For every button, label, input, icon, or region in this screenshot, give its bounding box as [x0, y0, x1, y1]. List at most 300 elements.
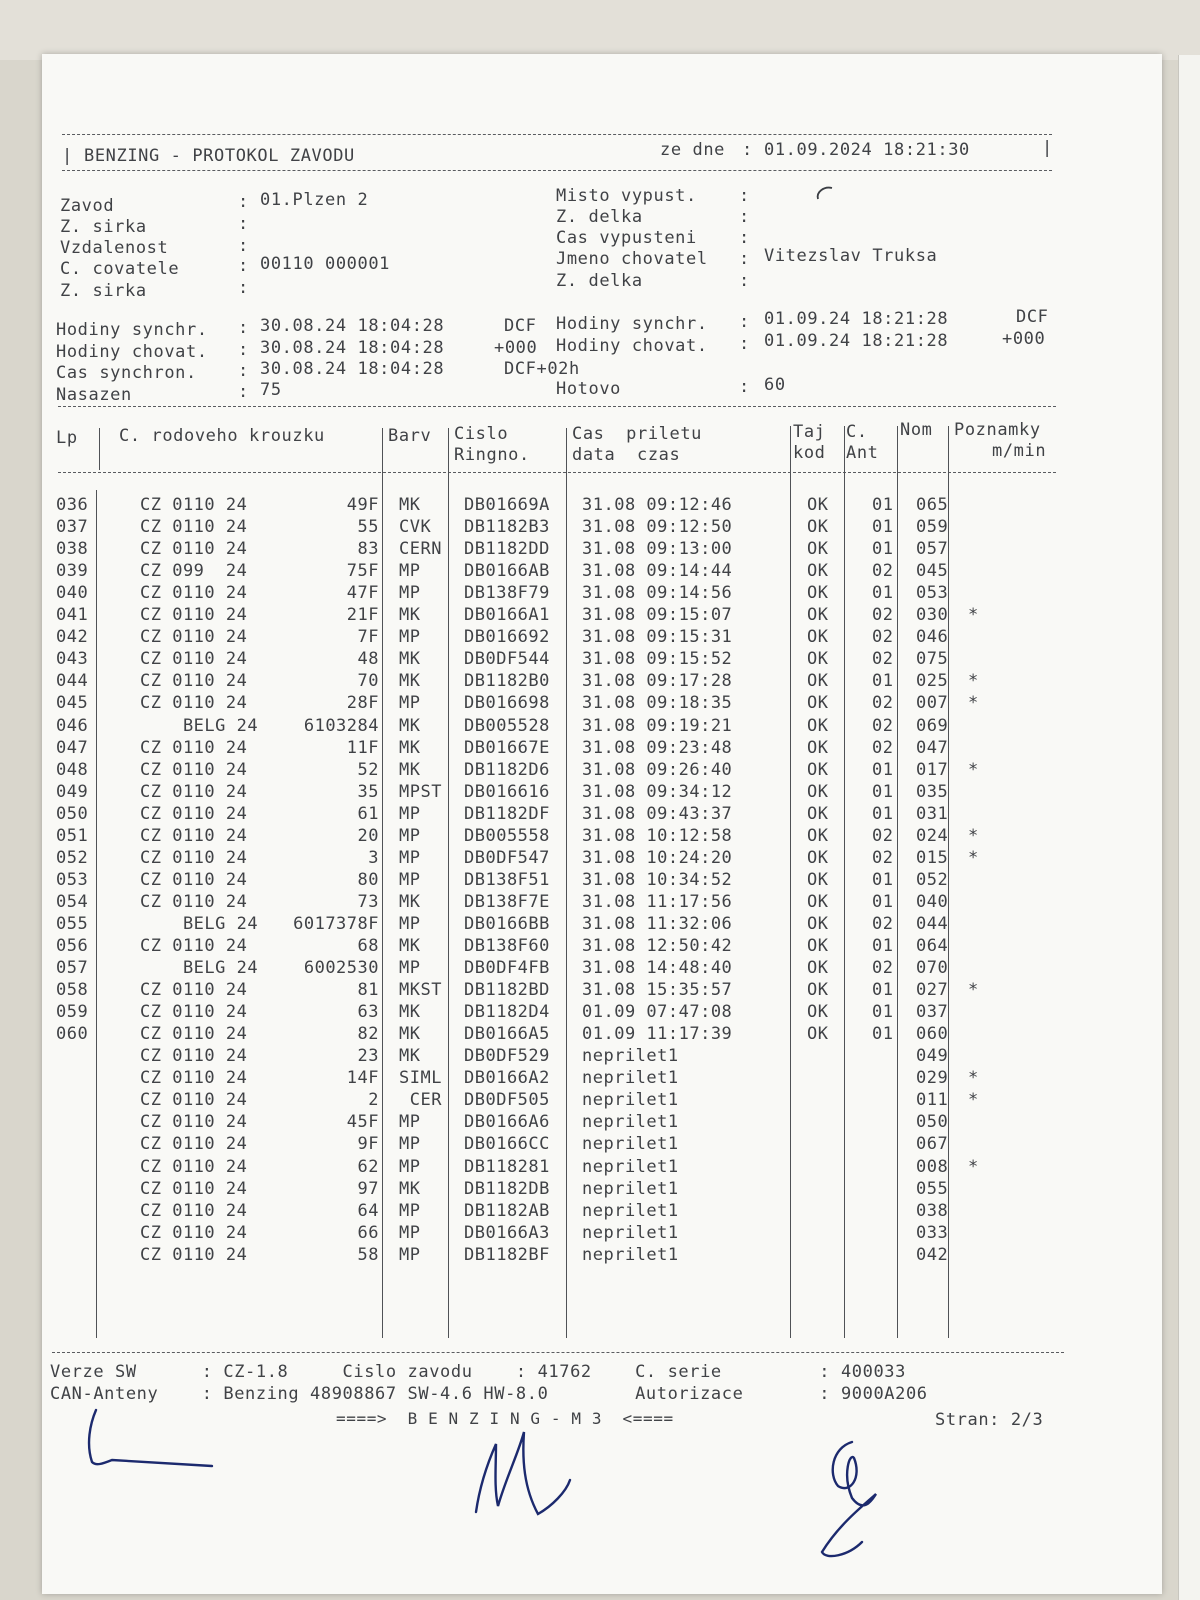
row-antenna: 02 [872, 715, 894, 736]
row-nom: 038 [916, 1200, 949, 1221]
row-antenna: 01 [872, 936, 894, 956]
row-antenna: 02 [872, 847, 894, 868]
row-taj-kod: OK [807, 517, 829, 538]
row-taj-kod: OK [807, 936, 829, 956]
row-ring-prefix: CZ 0110 24 [140, 1178, 248, 1199]
row-arrival-time: neprilet1 [582, 1222, 679, 1243]
table-row [54, 582, 1084, 604]
row-ring-number: 2 [368, 1090, 379, 1111]
row-ringno: DB0166A2 [464, 1068, 550, 1089]
row-barva: MK [399, 649, 421, 670]
row-lp: 038 [56, 539, 89, 560]
table-row [54, 891, 1084, 913]
row-ring-prefix: CZ 0110 24 [140, 980, 248, 1001]
row-taj-kod: OK [807, 605, 829, 626]
header-ring: C. rodoveho krouzku [119, 426, 325, 446]
table-row [54, 869, 1084, 891]
row-ringno: DB0166A6 [464, 1112, 550, 1133]
row-antenna: 02 [872, 958, 894, 979]
row-barva: MK [399, 671, 421, 692]
row-ringno: DB138F51 [464, 869, 550, 890]
row-taj-kod: OK [807, 1002, 829, 1023]
table-row [54, 781, 1084, 803]
info-colon: : [238, 256, 249, 276]
row-taj-kod: OK [807, 495, 829, 515]
row-ring-prefix: CZ 0110 24 [140, 583, 248, 604]
document-title: BENZING - PROTOKOL ZAVODU [84, 146, 355, 166]
table-row [54, 692, 1084, 714]
row-antenna: 02 [872, 825, 894, 846]
table-row [54, 737, 1084, 759]
header-c: C. [846, 422, 868, 442]
row-arrival-time: 01.09 07:47:08 [582, 1002, 733, 1023]
info-colon: : [739, 271, 750, 291]
row-ringno: DB1182B0 [464, 671, 550, 692]
signature-middle-icon [462, 1414, 582, 1524]
row-arrival-time: 31.08 09:13:00 [582, 539, 733, 560]
row-ringno: DB0166BB [464, 913, 550, 934]
table-row [54, 1001, 1084, 1023]
table-row [54, 847, 1084, 869]
row-barva: MP [399, 1112, 421, 1133]
row-taj-kod: OK [807, 561, 829, 582]
row-nom: 031 [916, 803, 949, 824]
table-row [54, 1067, 1084, 1089]
row-ring-prefix: CZ 0110 24 [140, 517, 248, 538]
row-arrival-time: 31.08 09:15:07 [582, 605, 733, 626]
row-barva: MK [399, 1024, 421, 1045]
row-ringno: DB1182D4 [464, 1002, 550, 1023]
row-ring-prefix: CZ 0110 24 [140, 495, 248, 515]
row-taj-kod: OK [807, 649, 829, 670]
row-nom: 030 [916, 605, 949, 626]
row-antenna: 02 [872, 693, 894, 714]
row-taj-kod: OK [807, 583, 829, 604]
row-lp: 037 [56, 517, 89, 538]
table-row [54, 935, 1084, 957]
table-row [54, 670, 1084, 692]
row-nom: 011 [916, 1090, 949, 1111]
row-barva: MK [399, 1046, 421, 1067]
table-row [54, 1089, 1084, 1111]
row-ring-number: 21F [346, 605, 379, 626]
clock-label: Hodiny synchr. [556, 314, 708, 334]
row-ringno: DB1182DD [464, 539, 550, 560]
row-note: * [968, 1156, 979, 1177]
clock-label: Hodiny chovat. [56, 342, 208, 362]
row-taj-kod: OK [807, 759, 829, 780]
row-ring-prefix: CZ 0110 24 [140, 737, 248, 758]
row-barva: MK [399, 495, 421, 515]
divider [62, 134, 1052, 135]
row-nom: 007 [916, 693, 949, 714]
row-antenna: 01 [872, 759, 894, 780]
row-lp: 044 [56, 671, 89, 692]
row-taj-kod: OK [807, 803, 829, 824]
row-ring-number: 7F [357, 627, 379, 648]
row-ringno: DB0166AB [464, 561, 550, 582]
row-nom: 027 [916, 980, 949, 1001]
header-data-czas: data czas [572, 445, 681, 465]
row-ring-number: 20 [357, 825, 379, 846]
row-lp: 060 [56, 1024, 89, 1045]
row-antenna: 01 [872, 803, 894, 824]
row-arrival-time: 31.08 11:32:06 [582, 913, 733, 934]
row-barva: MK [399, 605, 421, 626]
row-ringno: DB1182AB [464, 1200, 550, 1221]
row-ring-number: 81 [357, 980, 379, 1001]
row-barva: MP [399, 847, 421, 868]
row-ring-prefix: CZ 0110 24 [140, 1002, 248, 1023]
row-barva: MP [399, 627, 421, 648]
row-ring-prefix: CZ 0110 24 [140, 847, 248, 868]
row-arrival-time: 31.08 09:14:44 [582, 561, 733, 582]
row-ringno: DB1182BF [464, 1244, 550, 1265]
row-barva: MP [399, 869, 421, 890]
protocol-sheet [42, 54, 1162, 1594]
row-ringno: DB0DF4FB [464, 958, 550, 979]
info-colon: : [238, 236, 249, 256]
table-row [54, 648, 1084, 670]
info-colon: : [739, 186, 750, 206]
row-note: * [968, 847, 979, 868]
row-ringno: DB138F60 [464, 936, 550, 956]
row-nom: 042 [916, 1244, 949, 1265]
row-ring-number: 45F [346, 1112, 379, 1133]
row-ringno: DB016692 [464, 627, 550, 648]
table-row [54, 494, 1084, 516]
row-ring-prefix: BELG 24 [140, 715, 259, 736]
row-antenna: 02 [872, 561, 894, 582]
row-arrival-time: 31.08 09:43:37 [582, 803, 733, 824]
row-taj-kod: OK [807, 1024, 829, 1045]
clock-value: 01.09.24 18:21:28 [764, 309, 949, 329]
row-lp: 047 [56, 737, 89, 758]
header-bar-left: | [62, 146, 73, 166]
row-ring-number: 23 [357, 1046, 379, 1067]
row-nom: 008 [916, 1156, 949, 1177]
row-ring-prefix: CZ 0110 24 [140, 825, 248, 846]
row-nom: 060 [916, 1024, 949, 1045]
row-barva: MPST [399, 781, 442, 802]
row-note: * [968, 980, 979, 1001]
row-arrival-time: 31.08 10:34:52 [582, 869, 733, 890]
row-arrival-time: 01.09 11:17:39 [582, 1024, 733, 1045]
header-ant: Ant [846, 443, 879, 463]
row-barva: MK [399, 1178, 421, 1199]
row-barva: MP [399, 803, 421, 824]
row-antenna: 01 [872, 1024, 894, 1045]
table-row [54, 1222, 1084, 1244]
info-label: Z. delka [556, 271, 643, 291]
row-lp: 056 [56, 936, 89, 956]
row-ringno: DB0166A5 [464, 1024, 550, 1045]
row-ringno: DB1182DB [464, 1178, 550, 1199]
row-nom: 035 [916, 781, 949, 802]
info-label: Vzdalenost [60, 238, 169, 258]
row-ringno: DB016616 [464, 781, 550, 802]
row-ringno: DB005528 [464, 715, 550, 736]
row-ringno: DB1182DF [464, 803, 550, 824]
row-ringno: DB016698 [464, 693, 550, 714]
signature-right-icon [792, 1434, 902, 1574]
row-ringno: DB118281 [464, 1156, 550, 1177]
row-ring-number: 83 [357, 539, 379, 560]
row-ringno: DB01667E [464, 737, 550, 758]
table-row [54, 538, 1084, 560]
info-value-chovatel-id: 00110 000001 [260, 254, 391, 274]
row-ring-number: 6017378F [293, 913, 379, 934]
row-lp: 054 [56, 891, 89, 912]
row-lp: 055 [56, 913, 89, 934]
clock-colon: : [739, 312, 750, 332]
date-value: 01.09.2024 18:21:30 [764, 140, 970, 160]
row-barva: MP [399, 1244, 421, 1265]
row-ringno: DB01669A [464, 495, 550, 515]
date-label: ze dne [660, 140, 726, 160]
hotovo-value: 60 [764, 375, 786, 395]
row-arrival-time: 31.08 09:19:21 [582, 715, 733, 736]
table-row [54, 604, 1084, 626]
row-ring-number: 52 [357, 759, 379, 780]
header-nom: Nom [900, 420, 933, 440]
row-ring-number: 61 [357, 803, 379, 824]
row-ring-prefix: BELG 24 [140, 958, 259, 979]
row-arrival-time: 31.08 09:26:40 [582, 759, 733, 780]
row-taj-kod: OK [807, 847, 829, 868]
row-antenna: 02 [872, 627, 894, 648]
row-taj-kod: OK [807, 737, 829, 758]
row-antenna: 02 [872, 737, 894, 758]
row-lp: 049 [56, 781, 89, 802]
row-nom: 049 [916, 1046, 949, 1067]
row-nom: 059 [916, 517, 949, 538]
row-nom: 045 [916, 561, 949, 582]
row-nom: 047 [916, 737, 949, 758]
row-arrival-time: 31.08 14:48:40 [582, 958, 733, 979]
clock-colon: : [238, 318, 249, 338]
info-label: Z. sirka [60, 217, 147, 237]
info-colon: : [739, 207, 750, 227]
table-row [54, 516, 1084, 538]
table-row [54, 626, 1084, 648]
row-lp: 058 [56, 980, 89, 1001]
row-nom: 046 [916, 627, 949, 648]
row-barva: MP [399, 913, 421, 934]
row-ring-number: 49F [346, 495, 379, 515]
row-barva: MP [399, 561, 421, 582]
row-lp: 046 [56, 715, 89, 736]
header-cislo: Cislo [454, 424, 509, 444]
table-row [54, 1111, 1084, 1133]
row-barva: CER [399, 1090, 442, 1111]
row-ring-prefix: CZ 0110 24 [140, 671, 248, 692]
info-colon: : [739, 249, 750, 269]
table-row [54, 1200, 1084, 1222]
info-colon: : [238, 192, 249, 212]
divider [62, 170, 1052, 171]
row-ring-prefix: CZ 0110 24 [140, 693, 248, 714]
row-ring-number: 47F [346, 583, 379, 604]
row-nom: 044 [916, 913, 949, 934]
row-taj-kod: OK [807, 891, 829, 912]
row-ring-prefix: CZ 0110 24 [140, 759, 248, 780]
row-ring-prefix: CZ 0110 24 [140, 1200, 248, 1221]
header-kod: kod [793, 443, 826, 463]
row-ring-prefix: CZ 0110 24 [140, 627, 248, 648]
info-label: Z. sirka [60, 281, 147, 301]
row-ring-prefix: CZ 0110 24 [140, 1156, 248, 1177]
row-ring-prefix: CZ 0110 24 [140, 1024, 248, 1045]
row-ringno: DB0DF529 [464, 1046, 550, 1067]
row-lp: 051 [56, 825, 89, 846]
row-ring-number: 75F [346, 561, 379, 582]
row-ringno: DB0DF505 [464, 1090, 550, 1111]
row-arrival-time: neprilet1 [582, 1112, 679, 1133]
row-nom: 069 [916, 715, 949, 736]
row-ring-prefix: CZ 0110 24 [140, 1134, 248, 1155]
clock-suffix: DCF [1016, 307, 1049, 327]
clock-label: Hodiny synchr. [56, 320, 208, 340]
row-ring-number: 70 [357, 671, 379, 692]
row-taj-kod: OK [807, 825, 829, 846]
table-row [54, 1244, 1084, 1266]
row-taj-kod: OK [807, 715, 829, 736]
row-antenna: 02 [872, 649, 894, 670]
header-mmin: m/min [992, 441, 1047, 461]
row-barva: MP [399, 1156, 421, 1177]
clock-colon: : [238, 361, 249, 381]
row-ring-number: 14F [346, 1068, 379, 1089]
row-barva: MP [399, 1200, 421, 1221]
row-barva: MK [399, 737, 421, 758]
table-row [54, 957, 1084, 979]
row-lp: 048 [56, 759, 89, 780]
row-ringno: DB0DF544 [464, 649, 550, 670]
row-arrival-time: 31.08 09:15:31 [582, 627, 733, 648]
row-antenna: 01 [872, 891, 894, 912]
row-barva: MK [399, 1002, 421, 1023]
info-label: Jmeno chovatel [556, 249, 708, 269]
row-note: * [968, 1068, 979, 1089]
table-row [54, 1023, 1084, 1045]
row-nom: 017 [916, 759, 949, 780]
row-ring-number: 48 [357, 649, 379, 670]
clock-label: Hodiny chovat. [556, 336, 708, 356]
row-arrival-time: neprilet1 [582, 1200, 679, 1221]
table-row [54, 715, 1084, 737]
row-ring-number: 68 [357, 936, 379, 956]
row-ring-number: 63 [357, 1002, 379, 1023]
row-lp: 053 [56, 869, 89, 890]
row-ring-number: 6002530 [303, 958, 379, 979]
row-ring-prefix: CZ 0110 24 [140, 539, 248, 560]
row-ringno: DB005558 [464, 825, 550, 846]
row-ring-number: 97 [357, 1178, 379, 1199]
row-arrival-time: 31.08 09:12:50 [582, 517, 733, 538]
row-lp: 042 [56, 627, 89, 648]
clock-suffix: DCF [504, 316, 537, 336]
info-label: Cas vypusteni [556, 228, 697, 248]
row-ring-number: 58 [357, 1244, 379, 1265]
table-row [54, 560, 1084, 582]
row-ring-number: 3 [368, 847, 379, 868]
row-arrival-time: neprilet1 [582, 1068, 679, 1089]
row-antenna: 01 [872, 517, 894, 538]
row-ring-number: 11F [346, 737, 379, 758]
row-lp: 036 [56, 495, 89, 515]
row-ringno: DB138F7E [464, 891, 550, 912]
row-nom: 040 [916, 891, 949, 912]
row-ring-prefix: CZ 0110 24 [140, 1068, 248, 1089]
header-barv: Barv [388, 426, 432, 446]
row-antenna: 01 [872, 869, 894, 890]
row-ring-number: 82 [357, 1024, 379, 1045]
row-taj-kod: OK [807, 627, 829, 648]
row-taj-kod: OK [807, 913, 829, 934]
clock-suffix: DCF+02h [504, 359, 580, 379]
row-arrival-time: 31.08 15:35:57 [582, 980, 733, 1001]
row-note: * [968, 759, 979, 780]
row-ringno: DB0166A3 [464, 1222, 550, 1243]
row-arrival-time: 31.08 11:17:56 [582, 891, 733, 912]
row-ring-prefix: CZ 0110 24 [140, 649, 248, 670]
info-label: C. covatele [60, 259, 180, 279]
date-colon: : [742, 140, 753, 160]
row-barva: MP [399, 825, 421, 846]
row-ring-prefix: CZ 0110 24 [140, 891, 248, 912]
clock-value: 30.08.24 18:04:28 [260, 359, 445, 379]
row-barva: CERN [399, 539, 442, 560]
row-antenna: 01 [872, 980, 894, 1001]
row-ring-prefix: CZ 0110 24 [140, 936, 248, 956]
row-ring-prefix: CZ 0110 24 [140, 1046, 248, 1067]
adjacent-page-edge [1178, 55, 1200, 1600]
row-note: * [968, 671, 979, 692]
row-nom: 029 [916, 1068, 949, 1089]
nasazen-value: 75 [260, 380, 282, 400]
row-ringno: DB0166A1 [464, 605, 550, 626]
row-antenna: 01 [872, 781, 894, 802]
row-arrival-time: 31.08 09:34:12 [582, 781, 733, 802]
row-arrival-time: neprilet1 [582, 1090, 679, 1111]
row-taj-kod: OK [807, 671, 829, 692]
row-lp: 040 [56, 583, 89, 604]
info-colon: : [739, 228, 750, 248]
row-ring-prefix: CZ 0110 24 [140, 803, 248, 824]
clock-colon: : [739, 377, 750, 397]
row-barva: MP [399, 958, 421, 979]
header-poznamky: Poznamky [954, 420, 1041, 440]
row-ring-prefix: CZ 0110 24 [140, 605, 248, 626]
row-arrival-time: 31.08 09:18:35 [582, 693, 733, 714]
row-barva: CVK [399, 517, 432, 538]
row-note: * [968, 605, 979, 626]
table-row [54, 1178, 1084, 1200]
signature-left-icon [82, 1404, 222, 1474]
row-arrival-time: 31.08 09:12:46 [582, 495, 733, 515]
row-arrival-time: 31.08 10:12:58 [582, 825, 733, 846]
clock-colon: : [739, 334, 750, 354]
row-antenna: 01 [872, 671, 894, 692]
header-ringno: Ringno. [454, 445, 530, 465]
row-ring-number: 62 [357, 1156, 379, 1177]
row-nom: 015 [916, 847, 949, 868]
row-ring-prefix: CZ 0110 24 [140, 1244, 248, 1265]
table-row [54, 825, 1084, 847]
table-row [54, 913, 1084, 935]
row-ring-number: 66 [357, 1222, 379, 1243]
